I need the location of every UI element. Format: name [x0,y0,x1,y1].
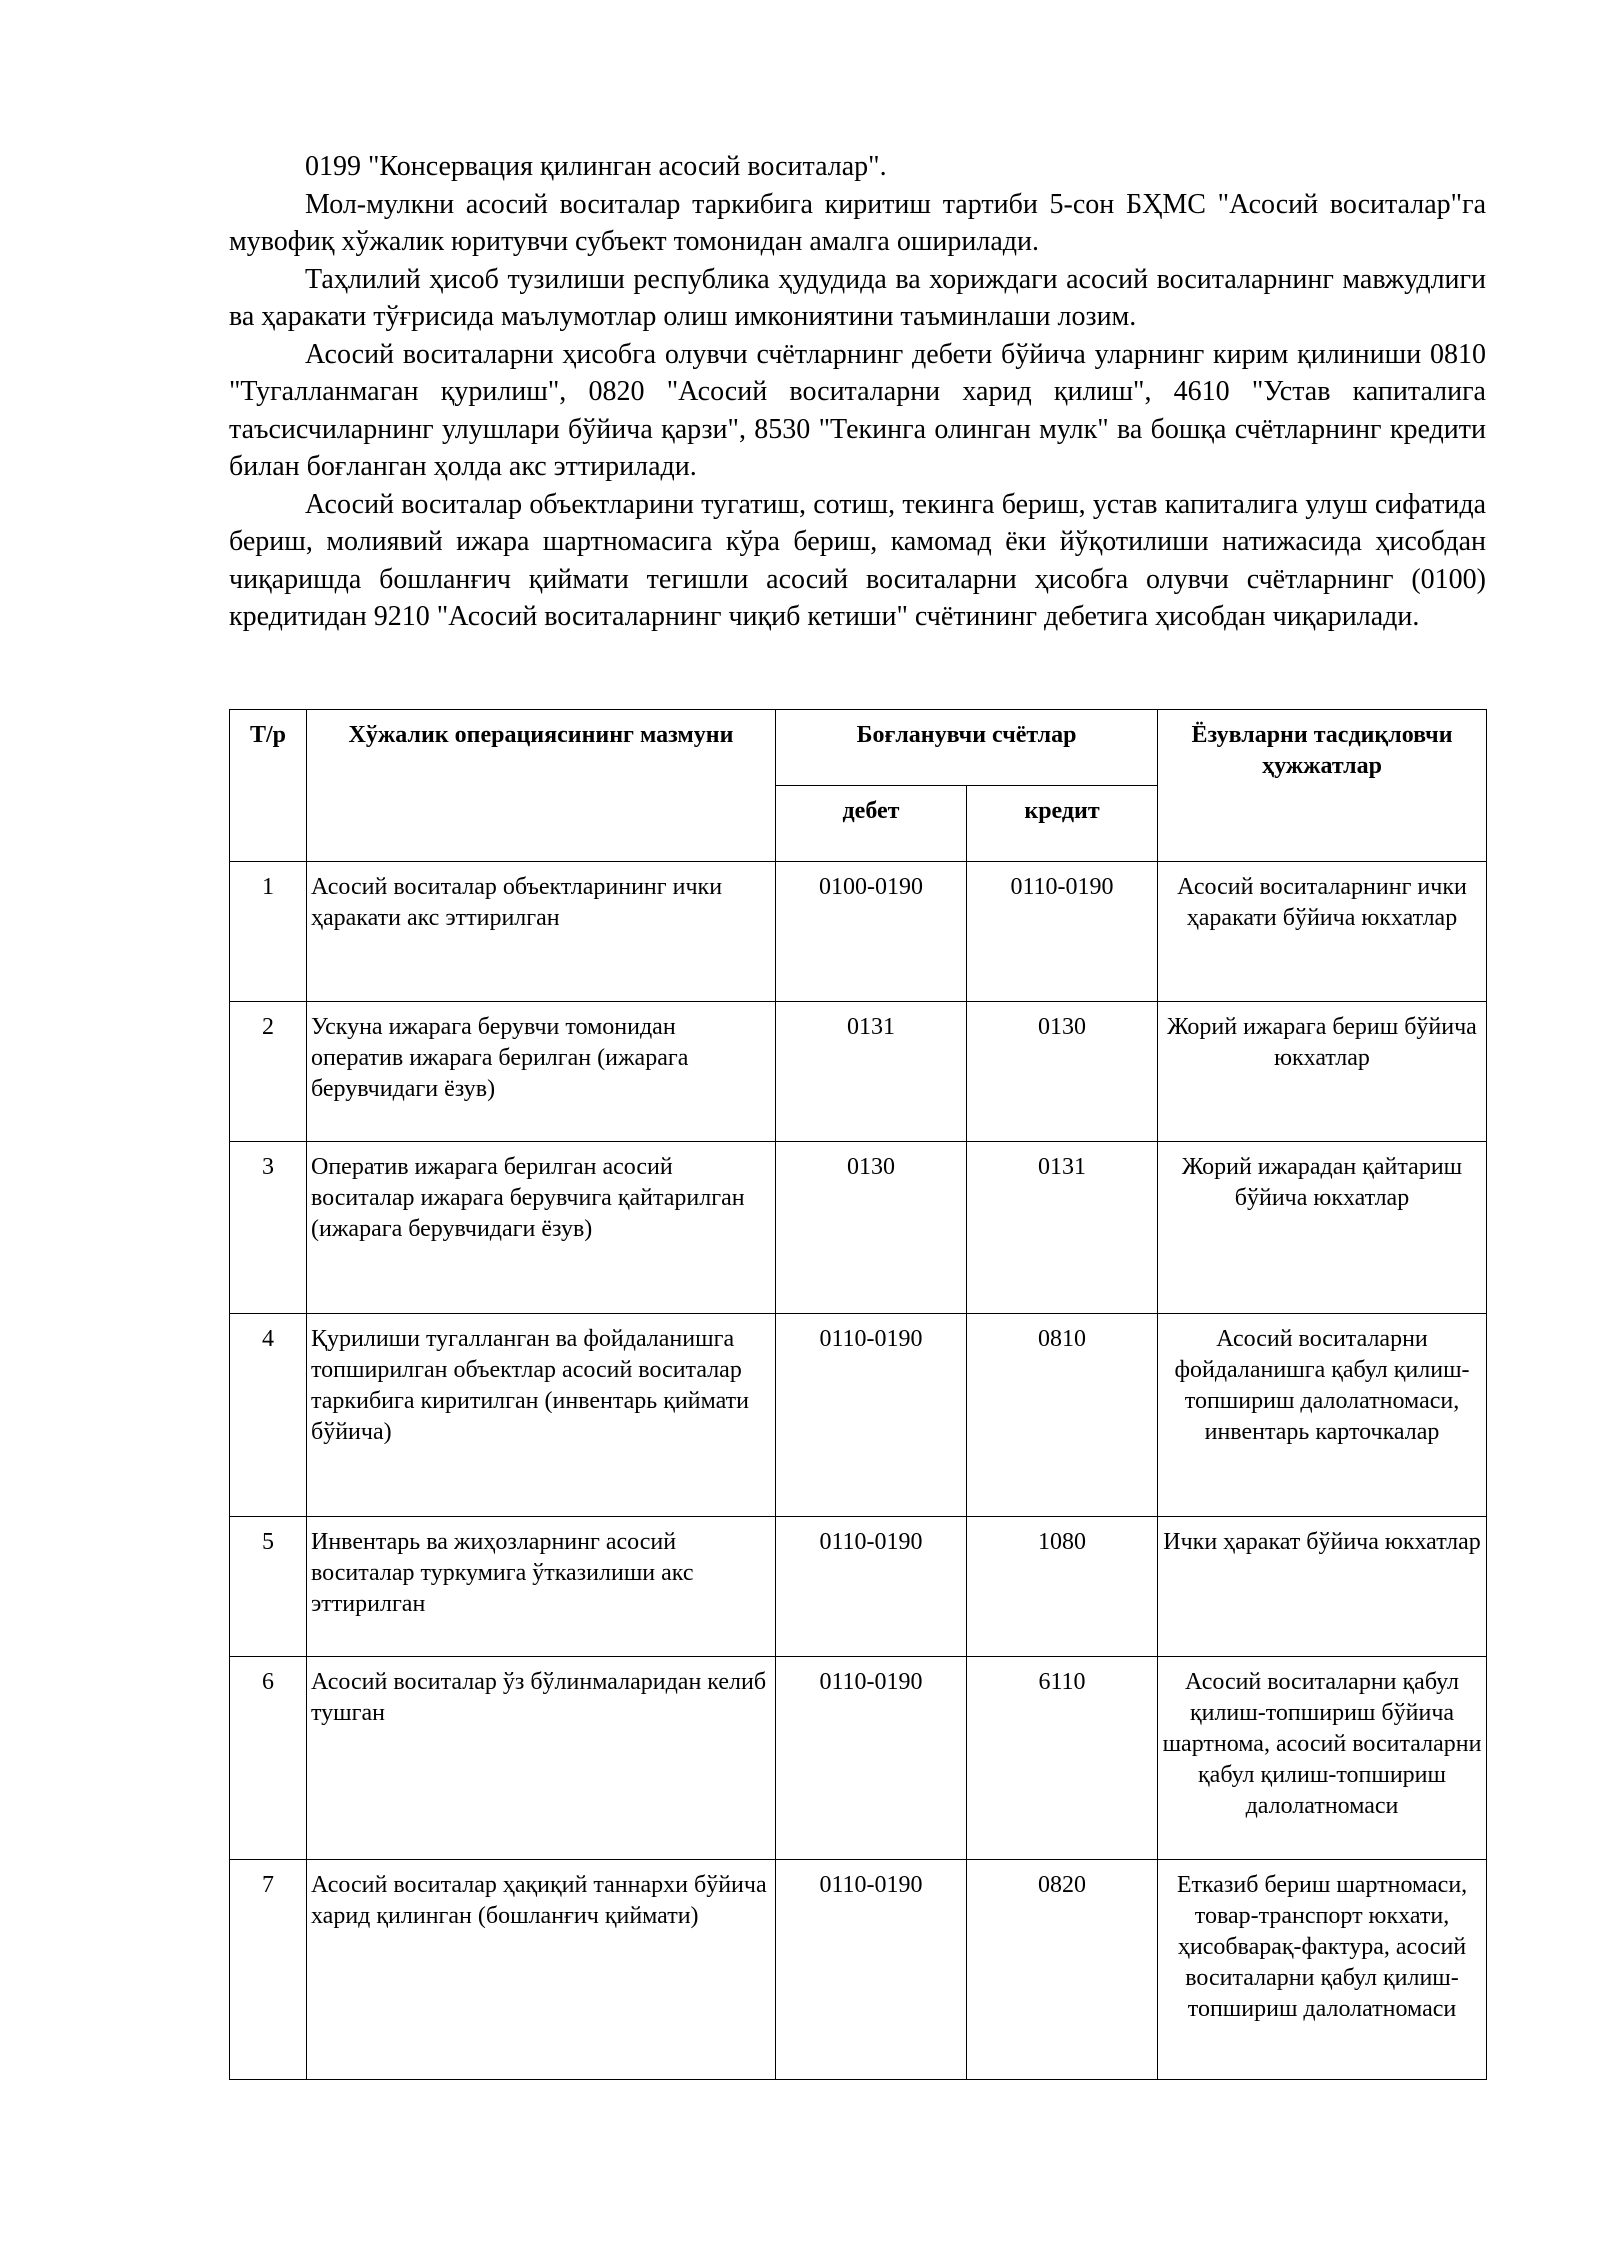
row-debit: 0100-0190 [776,862,967,1002]
row-credit: 0820 [967,1860,1158,2080]
row-number: 1 [230,862,307,1002]
row-debit: 0110-0190 [776,1860,967,2080]
row-credit: 6110 [967,1657,1158,1860]
row-number: 2 [230,1002,307,1142]
row-description: Оператив ижарага берилган асосий воситалар ижарага берувчига қайтарилган (ижарага берувчидаги ёзув) [307,1142,776,1314]
header-linked-accounts: Боғланувчи счётлар [776,710,1158,786]
row-debit: 0110-0190 [776,1314,967,1517]
row-description: Асосий воситалар объектларининг ички ҳаракати акс эттирилган [307,862,776,1002]
row-documents: Ички ҳаракат бўйича юкхатлар [1158,1517,1487,1657]
row-credit: 0810 [967,1314,1158,1517]
row-documents: Жорий ижарага бериш бўйича юкхатлар [1158,1002,1487,1142]
row-debit: 0110-0190 [776,1657,967,1860]
row-documents: Асосий воситаларни фойдаланишга қабул қилиш-топшириш далолатномаси, инвентарь карточкалар [1158,1314,1487,1517]
operations-table [229,709,1487,2080]
table-row [230,1314,1487,1517]
header-supporting-documents: Ёзувларни тасдиқловчи ҳужжатлар [1158,710,1487,862]
row-documents: Жорий ижарадан қайтариш бўйича юкхатлар [1158,1142,1487,1314]
row-number: 4 [230,1314,307,1517]
paragraph: 0199 "Консервация қилинган асосий воситалар". [305,151,887,182]
row-description: Асосий воситалар ўз бўлинмаларидан келиб тушган [307,1657,776,1860]
row-number: 6 [230,1657,307,1860]
header-debit: дебет [776,786,967,862]
row-debit: 0130 [776,1142,967,1314]
table-row [230,862,1487,1002]
table-row [230,1002,1487,1142]
row-credit: 1080 [967,1517,1158,1657]
table-row [230,1860,1487,2080]
table-row [230,1142,1487,1314]
row-description: Қурилиши тугалланган ва фойдаланишга топширилган объектлар асосий воситалар таркибига киритилган (инвентарь қиймати бўйича) [307,1314,776,1517]
row-credit: 0110-0190 [967,862,1158,1002]
table-row [230,1657,1487,1860]
table-header-row [230,710,1487,786]
row-description: Инвентарь ва жиҳозларнинг асосий воситалар туркумига ўтказилиши акс эттирилган [307,1517,776,1657]
row-documents: Асосий воситаларни қабул қилиш-топшириш бўйича шартнома, асосий воситаларни қабул қилиш-топшириш далолатномаси [1158,1657,1487,1860]
row-credit: 0131 [967,1142,1158,1314]
row-credit: 0130 [967,1002,1158,1142]
row-description: Ускуна ижарага берувчи томонидан оператив ижарага берилган (ижарага берувчидаги ёзув) [307,1002,776,1142]
row-debit: 0110-0190 [776,1517,967,1657]
paragraph: Таҳлилий ҳисоб тузилиши республика ҳудудида ва хориждаги асосий воситаларнинг мавжудлиги ва ҳаракати тўғрисида маълумотлар олиш имкониятини таъминлаши лозим. [229,263,1486,332]
row-number: 5 [230,1517,307,1657]
body-text [229,148,1486,636]
header-number: Т/р [230,710,307,862]
header-operation-content: Хўжалик операциясининг мазмуни [307,710,776,862]
row-debit: 0131 [776,1002,967,1142]
row-number: 3 [230,1142,307,1314]
row-description: Асосий воситалар ҳақиқий таннархи бўйича харид қилинган (бошланғич қиймати) [307,1860,776,2080]
row-number: 7 [230,1860,307,2080]
row-documents: Етказиб бериш шартномаси, товар-транспорт юкхати, ҳисобварақ-фактура, асосий воситаларни қабул қилиш-топшириш далолатномаси [1158,1860,1487,2080]
header-credit: кредит [967,786,1158,862]
paragraph: Асосий воситалар объектларини тугатиш, сотиш, текинга бериш, устав капиталига улуш сифатида бериш, молиявий ижара шартномасига кўра бериш, камомад ёки йўқотилиши натижасида ҳисобдан чиқаришда бошланғич қиймати тегишли асосий воситаларни ҳисобга олувчи счётларнинг (0100) кредитидан 9210 "Асосий воситаларнинг чиқиб кетиши" счётининг дебетига ҳисобдан чиқарилади. [229,488,1486,632]
paragraph: Асосий воситаларни ҳисобга олувчи счётларнинг дебети бўйича уларнинг кирим қилиниши 0810 "Тугалланмаган қурилиш", 0820 "Асосий воситаларни харид қилиш", 4610 "Устав капиталига таъсисчиларнинг улушлари бўйича қарзи", 8530 "Текинга олинган мулк" ва бошқа счётларнинг кредити билан боғланган ҳолда акс эттирилади. [229,338,1486,482]
paragraph: Мол-мулкни асосий воситалар таркибига киритиш тартиби 5-сон БҲМС "Асосий воситалар"га мувофиқ хўжалик юритувчи субъект томонидан амалга оширилади. [229,188,1486,257]
table-row [230,1517,1487,1657]
row-documents: Асосий воситаларнинг ички ҳаракати бўйича юкхатлар [1158,862,1487,1002]
